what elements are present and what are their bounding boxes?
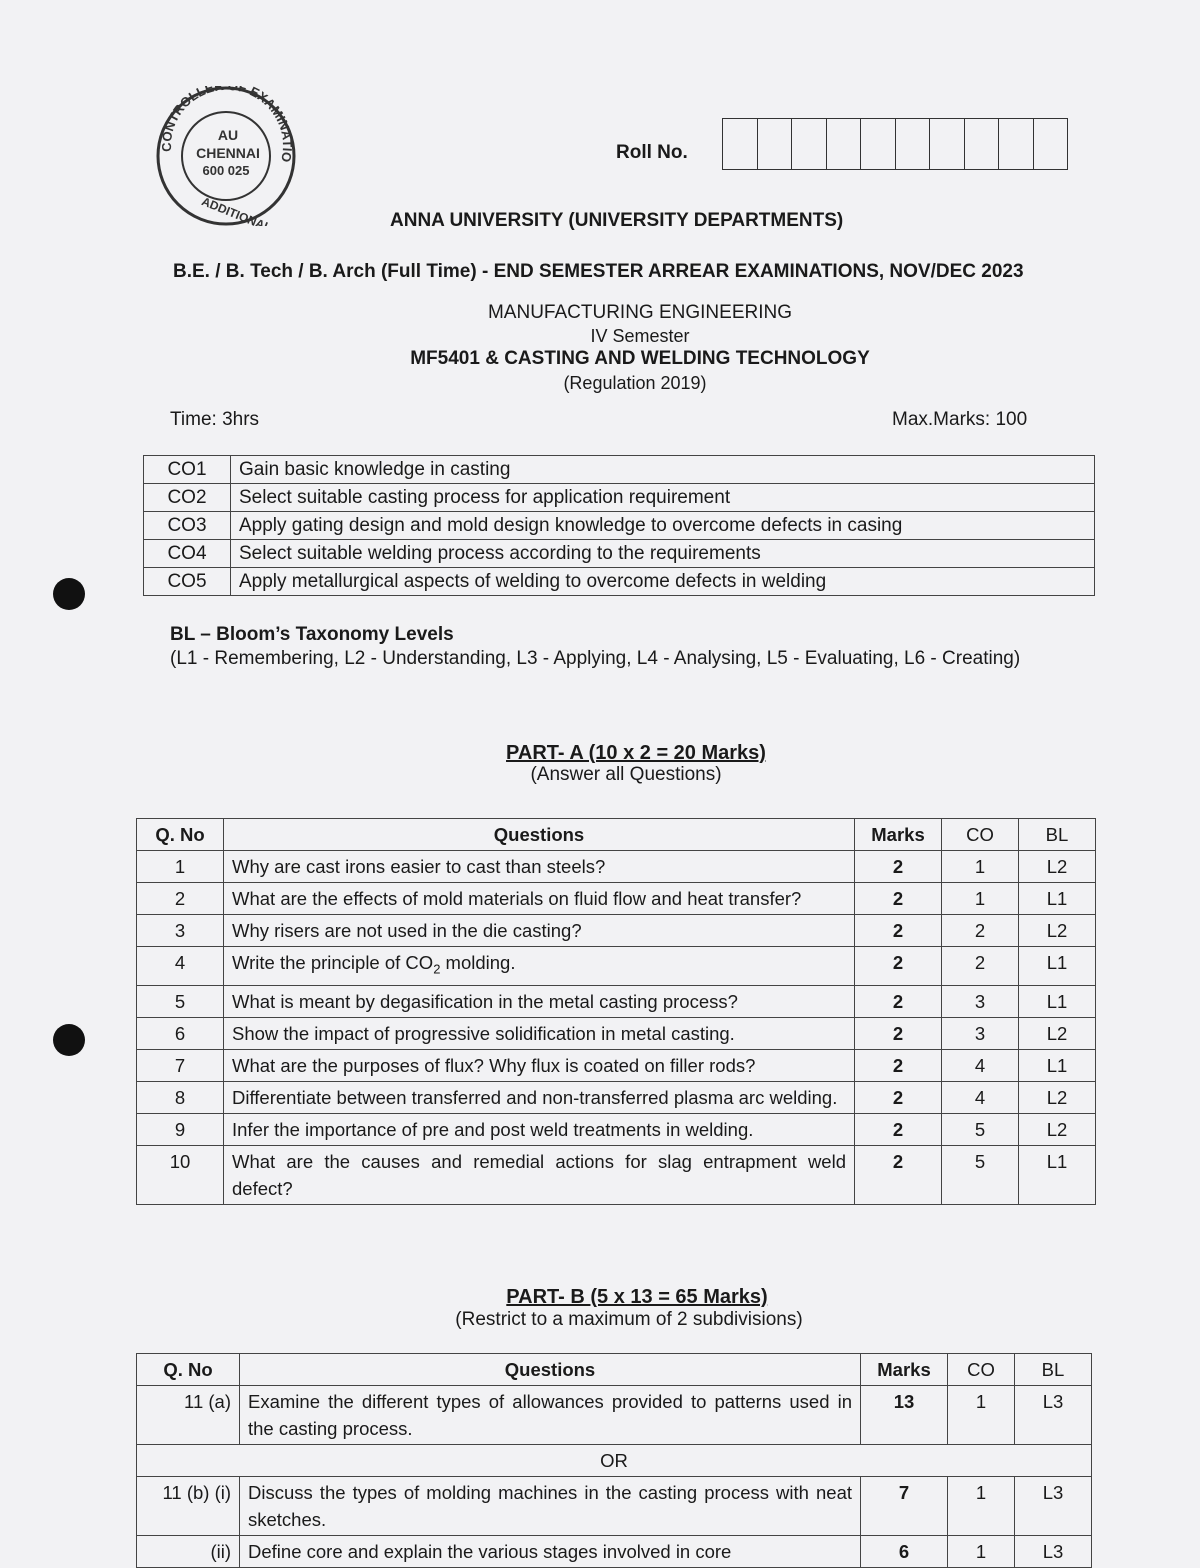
q-marks: 2 bbox=[855, 915, 942, 947]
q-no: 2 bbox=[137, 883, 224, 915]
q-bl: L1 bbox=[1019, 947, 1096, 986]
q-bl: L1 bbox=[1019, 1049, 1096, 1081]
table-row bbox=[144, 456, 1095, 484]
exam-title: B.E. / B. Tech / B. Arch (Full Time) - END SEMESTER ARREAR EXAMINATIONS, NOV/DEC 2023 bbox=[173, 261, 1024, 282]
q-co: 1 bbox=[942, 883, 1019, 915]
q-co: 4 bbox=[942, 1081, 1019, 1113]
q-text-before: Write the principle of CO bbox=[232, 952, 434, 973]
university-seal bbox=[152, 86, 300, 226]
co-code: CO2 bbox=[144, 484, 231, 512]
co-code: CO1 bbox=[144, 456, 231, 484]
part-a-title: PART- A (10 x 2 = 20 Marks) bbox=[506, 742, 766, 764]
part-b-subtitle: (Restrict to a maximum of 2 subdivisions) bbox=[455, 1309, 803, 1330]
q-no: (ii) bbox=[137, 1536, 240, 1568]
q-text: Define core and explain the various stages involved in core bbox=[240, 1536, 861, 1568]
seal-line-2: CHENNAI bbox=[196, 145, 260, 161]
q-text: Discuss the types of molding machines in the casting process with neat sketches. bbox=[240, 1477, 861, 1536]
q-text: Differentiate between transferred and non-transferred plasma arc welding. bbox=[224, 1081, 855, 1113]
regulation: (Regulation 2019) bbox=[563, 373, 707, 393]
q-text: What are the causes and remedial actions for slag entrapment weld defect? bbox=[224, 1145, 855, 1204]
q-bl: L2 bbox=[1019, 915, 1096, 947]
col-marks: Marks bbox=[861, 1354, 948, 1386]
col-question: Questions bbox=[224, 819, 855, 851]
q-no: 7 bbox=[137, 1049, 224, 1081]
table-row bbox=[137, 1113, 1096, 1145]
q-no: 8 bbox=[137, 1081, 224, 1113]
q-text-after: molding. bbox=[440, 952, 516, 973]
q-bl: L3 bbox=[1015, 1477, 1092, 1536]
q-co: 5 bbox=[942, 1145, 1019, 1204]
q-no: 5 bbox=[137, 985, 224, 1017]
q-no: 11 (a) bbox=[137, 1386, 240, 1445]
q-co: 3 bbox=[942, 985, 1019, 1017]
bloom-levels: (L1 - Remembering, L2 - Understanding, L3 - Applying, L4 - Analysing, L5 - Evaluating, L6 - Creating) bbox=[170, 648, 1021, 669]
q-marks: 2 bbox=[855, 1017, 942, 1049]
q-text: What are the effects of mold materials on fluid flow and heat transfer? bbox=[224, 883, 855, 915]
col-qno: Q. No bbox=[137, 819, 224, 851]
q-bl: L2 bbox=[1019, 1113, 1096, 1145]
table-row bbox=[137, 883, 1096, 915]
table-row bbox=[144, 484, 1095, 512]
q-bl: L3 bbox=[1015, 1386, 1092, 1445]
col-bl: BL bbox=[1015, 1354, 1092, 1386]
q-no: 3 bbox=[137, 915, 224, 947]
co-text: Apply metallurgical aspects of welding to overcome defects in welding bbox=[231, 568, 1095, 596]
q-co: 3 bbox=[942, 1017, 1019, 1049]
q-marks: 2 bbox=[855, 851, 942, 883]
co-text: Apply gating design and mold design knowledge to overcome defects in casing bbox=[231, 512, 1095, 540]
table-row bbox=[137, 1477, 1092, 1536]
q-text: Examine the different types of allowances provided to patterns used in the casting process. bbox=[240, 1386, 861, 1445]
q-text: Show the impact of progressive solidification in metal casting. bbox=[224, 1017, 855, 1049]
table-row bbox=[137, 851, 1096, 883]
department: MANUFACTURING ENGINEERING bbox=[487, 302, 793, 323]
q-bl: L3 bbox=[1015, 1536, 1092, 1568]
course-title: MF5401 & CASTING AND WELDING TECHNOLOGY bbox=[410, 348, 870, 369]
q-text: Why risers are not used in the die casting? bbox=[224, 915, 855, 947]
co-text: Gain basic knowledge in casting bbox=[231, 456, 1095, 484]
co-code: CO3 bbox=[144, 512, 231, 540]
table-row bbox=[137, 1049, 1096, 1081]
q-co: 5 bbox=[942, 1113, 1019, 1145]
col-co: CO bbox=[942, 819, 1019, 851]
co-code: CO5 bbox=[144, 568, 231, 596]
q-no: 6 bbox=[137, 1017, 224, 1049]
q-marks: 2 bbox=[855, 985, 942, 1017]
table-row bbox=[137, 1081, 1096, 1113]
table-row bbox=[137, 1145, 1096, 1204]
table-row bbox=[137, 915, 1096, 947]
q-bl: L1 bbox=[1019, 1145, 1096, 1204]
q-marks: 13 bbox=[861, 1386, 948, 1445]
q-co: 4 bbox=[942, 1049, 1019, 1081]
seal-line-3: 600 025 bbox=[202, 163, 250, 178]
or-row bbox=[137, 1445, 1092, 1477]
bloom-title: BL – Bloom’s Taxonomy Levels bbox=[170, 624, 454, 645]
table-row bbox=[144, 540, 1095, 568]
roll-no-boxes[interactable] bbox=[722, 118, 1068, 170]
q-no: 11 (b) (i) bbox=[137, 1477, 240, 1536]
q-co: 1 bbox=[948, 1477, 1015, 1536]
q-text: Why are cast irons easier to cast than steels? bbox=[224, 851, 855, 883]
q-no: 9 bbox=[137, 1113, 224, 1145]
table-row bbox=[137, 1017, 1096, 1049]
q-marks: 2 bbox=[855, 1113, 942, 1145]
max-marks: Max.Marks: 100 bbox=[892, 409, 1028, 430]
q-no: 4 bbox=[137, 947, 224, 986]
roll-no-label: Roll No. bbox=[616, 142, 688, 163]
q-co: 2 bbox=[942, 915, 1019, 947]
punch-hole bbox=[53, 578, 85, 610]
q-co: 1 bbox=[942, 851, 1019, 883]
course-outcomes-table bbox=[143, 455, 1095, 596]
q-marks: 2 bbox=[855, 883, 942, 915]
q-no: 10 bbox=[137, 1145, 224, 1204]
q-marks: 7 bbox=[861, 1477, 948, 1536]
table-row bbox=[137, 985, 1096, 1017]
co-text: Select suitable welding process according to the requirements bbox=[231, 540, 1095, 568]
col-co: CO bbox=[948, 1354, 1015, 1386]
q-marks: 2 bbox=[855, 947, 942, 986]
q-marks: 2 bbox=[855, 1081, 942, 1113]
part-b-title: PART- B (5 x 13 = 65 Marks) bbox=[506, 1286, 768, 1308]
q-marks: 2 bbox=[855, 1145, 942, 1204]
table-row bbox=[137, 1386, 1092, 1445]
q-marks: 2 bbox=[855, 1049, 942, 1081]
col-question: Questions bbox=[240, 1354, 861, 1386]
part-a-table bbox=[136, 818, 1096, 1205]
col-qno: Q. No bbox=[137, 1354, 240, 1386]
co-text: Select suitable casting process for application requirement bbox=[231, 484, 1095, 512]
q-bl: L2 bbox=[1019, 1017, 1096, 1049]
seal-left-text: ADDITIONAL bbox=[199, 194, 274, 226]
part-a-subtitle: (Answer all Questions) bbox=[530, 764, 722, 785]
or-label: OR bbox=[137, 1445, 1092, 1477]
part-b-table bbox=[136, 1353, 1092, 1568]
q-bl: L1 bbox=[1019, 883, 1096, 915]
table-header-row bbox=[137, 1354, 1092, 1386]
table-row bbox=[144, 512, 1095, 540]
seal-ring-text: CONTROLLE F EXAMINATIO bbox=[158, 86, 296, 164]
q-bl: L2 bbox=[1019, 851, 1096, 883]
co-code: CO4 bbox=[144, 540, 231, 568]
punch-hole bbox=[53, 1024, 85, 1056]
q-text: What is meant by degasification in the metal casting process? bbox=[224, 985, 855, 1017]
q-no: 1 bbox=[137, 851, 224, 883]
exam-time: Time: 3hrs bbox=[170, 409, 260, 430]
col-bl: BL bbox=[1019, 819, 1096, 851]
q-text: What are the purposes of flux? Why flux is coated on filler rods? bbox=[224, 1049, 855, 1081]
q-co: 1 bbox=[948, 1536, 1015, 1568]
q-bl: L2 bbox=[1019, 1081, 1096, 1113]
table-row bbox=[137, 947, 1096, 986]
q-co: 2 bbox=[942, 947, 1019, 986]
semester: IV Semester bbox=[590, 326, 690, 346]
table-header-row bbox=[137, 819, 1096, 851]
q-bl: L1 bbox=[1019, 985, 1096, 1017]
q-text-subscript: 2 bbox=[433, 961, 441, 977]
q-text: Infer the importance of pre and post weld treatments in welding. bbox=[224, 1113, 855, 1145]
q-text bbox=[224, 947, 855, 986]
col-marks: Marks bbox=[855, 819, 942, 851]
q-marks: 6 bbox=[861, 1536, 948, 1568]
seal-line-1: AU bbox=[217, 127, 239, 143]
table-row bbox=[144, 568, 1095, 596]
university-title: ANNA UNIVERSITY (UNIVERSITY DEPARTMENTS) bbox=[390, 210, 844, 231]
table-row bbox=[137, 1536, 1092, 1568]
q-co: 1 bbox=[948, 1386, 1015, 1445]
